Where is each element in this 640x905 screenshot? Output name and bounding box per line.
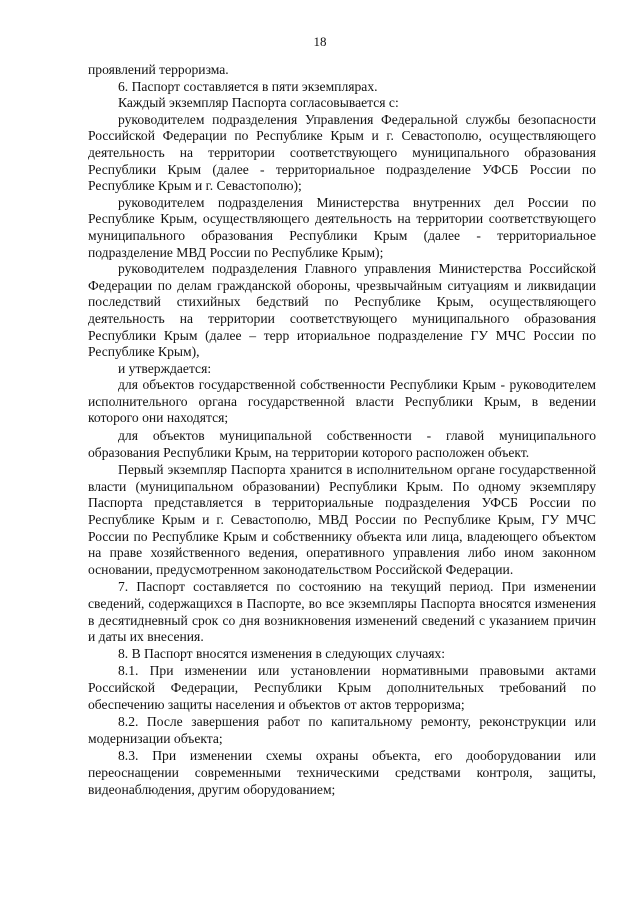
paragraph-municipal-objects: для объектов муниципальной собственности - главой муниципального образования Республики Крым, на территории которого расположен объект. [88,428,596,460]
paragraph-item-7: 7. Паспорт составляется по состоянию на текущий период. При изменении сведений, содержащихся в Паспорте, во все экземпляры Паспорта вносятся изменения в десятидневный срок со дня возникновения изменений сведений с указанием причин и даты их внесения. [88,579,596,645]
paragraph-item-8-3: 8.3. При изменении схемы охраны объекта, его дооборудовании или переоснащении современными техническими средствами контроля, защиты, видеонаблюдения, другим оборудованием; [88,748,596,797]
paragraph-copies: Первый экземпляр Паспорта хранится в исполнительном органе государственной власти (муниципальном образовании) Республики Крым. По одному экземпляру Паспорта представляется в территориальные подразделения УФСБ России по Республике Крым и г. Севастополю, МВД России по Республике Крым, ГУ МЧС России по Республике Крым и собственнику объекта или лица, владеющего объектом на праве хозяйственного ведения, оперативного управления либо ином законном основании, предусмотренном законодательством Российской Федерации. [88,462,596,577]
page-number: 18 [313,34,327,49]
paragraph-state-objects: для объектов государственной собственности Республики Крым - руководителем исполнительного органа государственной власти Республики Крым, в ведении которого они находятся; [88,377,596,426]
paragraph-approval-intro: Каждый экземпляр Паспорта согласовывается с: [118,95,399,111]
paragraph-continuation: проявлений терроризма. [88,62,229,77]
paragraph-fsb: руководителем подразделения Управления Федеральной службы безопасности Российской Федерации по Республике Крым и г. Севастополю, осуществляющего деятельность на территории соответствующего муниципального образования Республики Крым (далее - территориальное подразделение УФСБ России по Республике Крым и г. Севастополю); [88,111,596,194]
paragraph-item-8-2: 8.2. После завершения работ по капитальному ремонту, реконструкции или модернизации объекта; [88,714,596,746]
paragraph-mvd: руководителем подразделения Министерства внутренних дел России по Республике Крым, осуществляющего деятельность на территории соответствующего муниципального образования Республики Крым (далее - территориальное подразделение МВД России по Республике Крым); [88,194,596,260]
paragraph-approval: и утверждается: [118,360,212,376]
paragraph-item-6: 6. Паспорт составляется в пяти экземплярах. [118,78,378,94]
paragraph-mchs: руководителем подразделения Главного управления Министерства Российской Федерации по делам гражданской обороны, чрезвычайным ситуациям и ликвидации последствий стихийных бедствий по Республике Крым, осуществляющего деятельность на территории соответствующего муниципального образования Республики Крым (далее – терр иториальное подразделение ГУ МЧС России по Республике Крым), [88,261,596,360]
paragraph-item-8: 8. В Паспорт вносятся изменения в следующих случаях: [118,645,446,661]
paragraph-item-8-1: 8.1. При изменении или установлении нормативными правовыми актами Российской Федерации, Республики Крым дополнительных требований по обеспечению защиты населения и объектов от актов терроризма; [88,663,596,712]
document-body [88,62,596,798]
